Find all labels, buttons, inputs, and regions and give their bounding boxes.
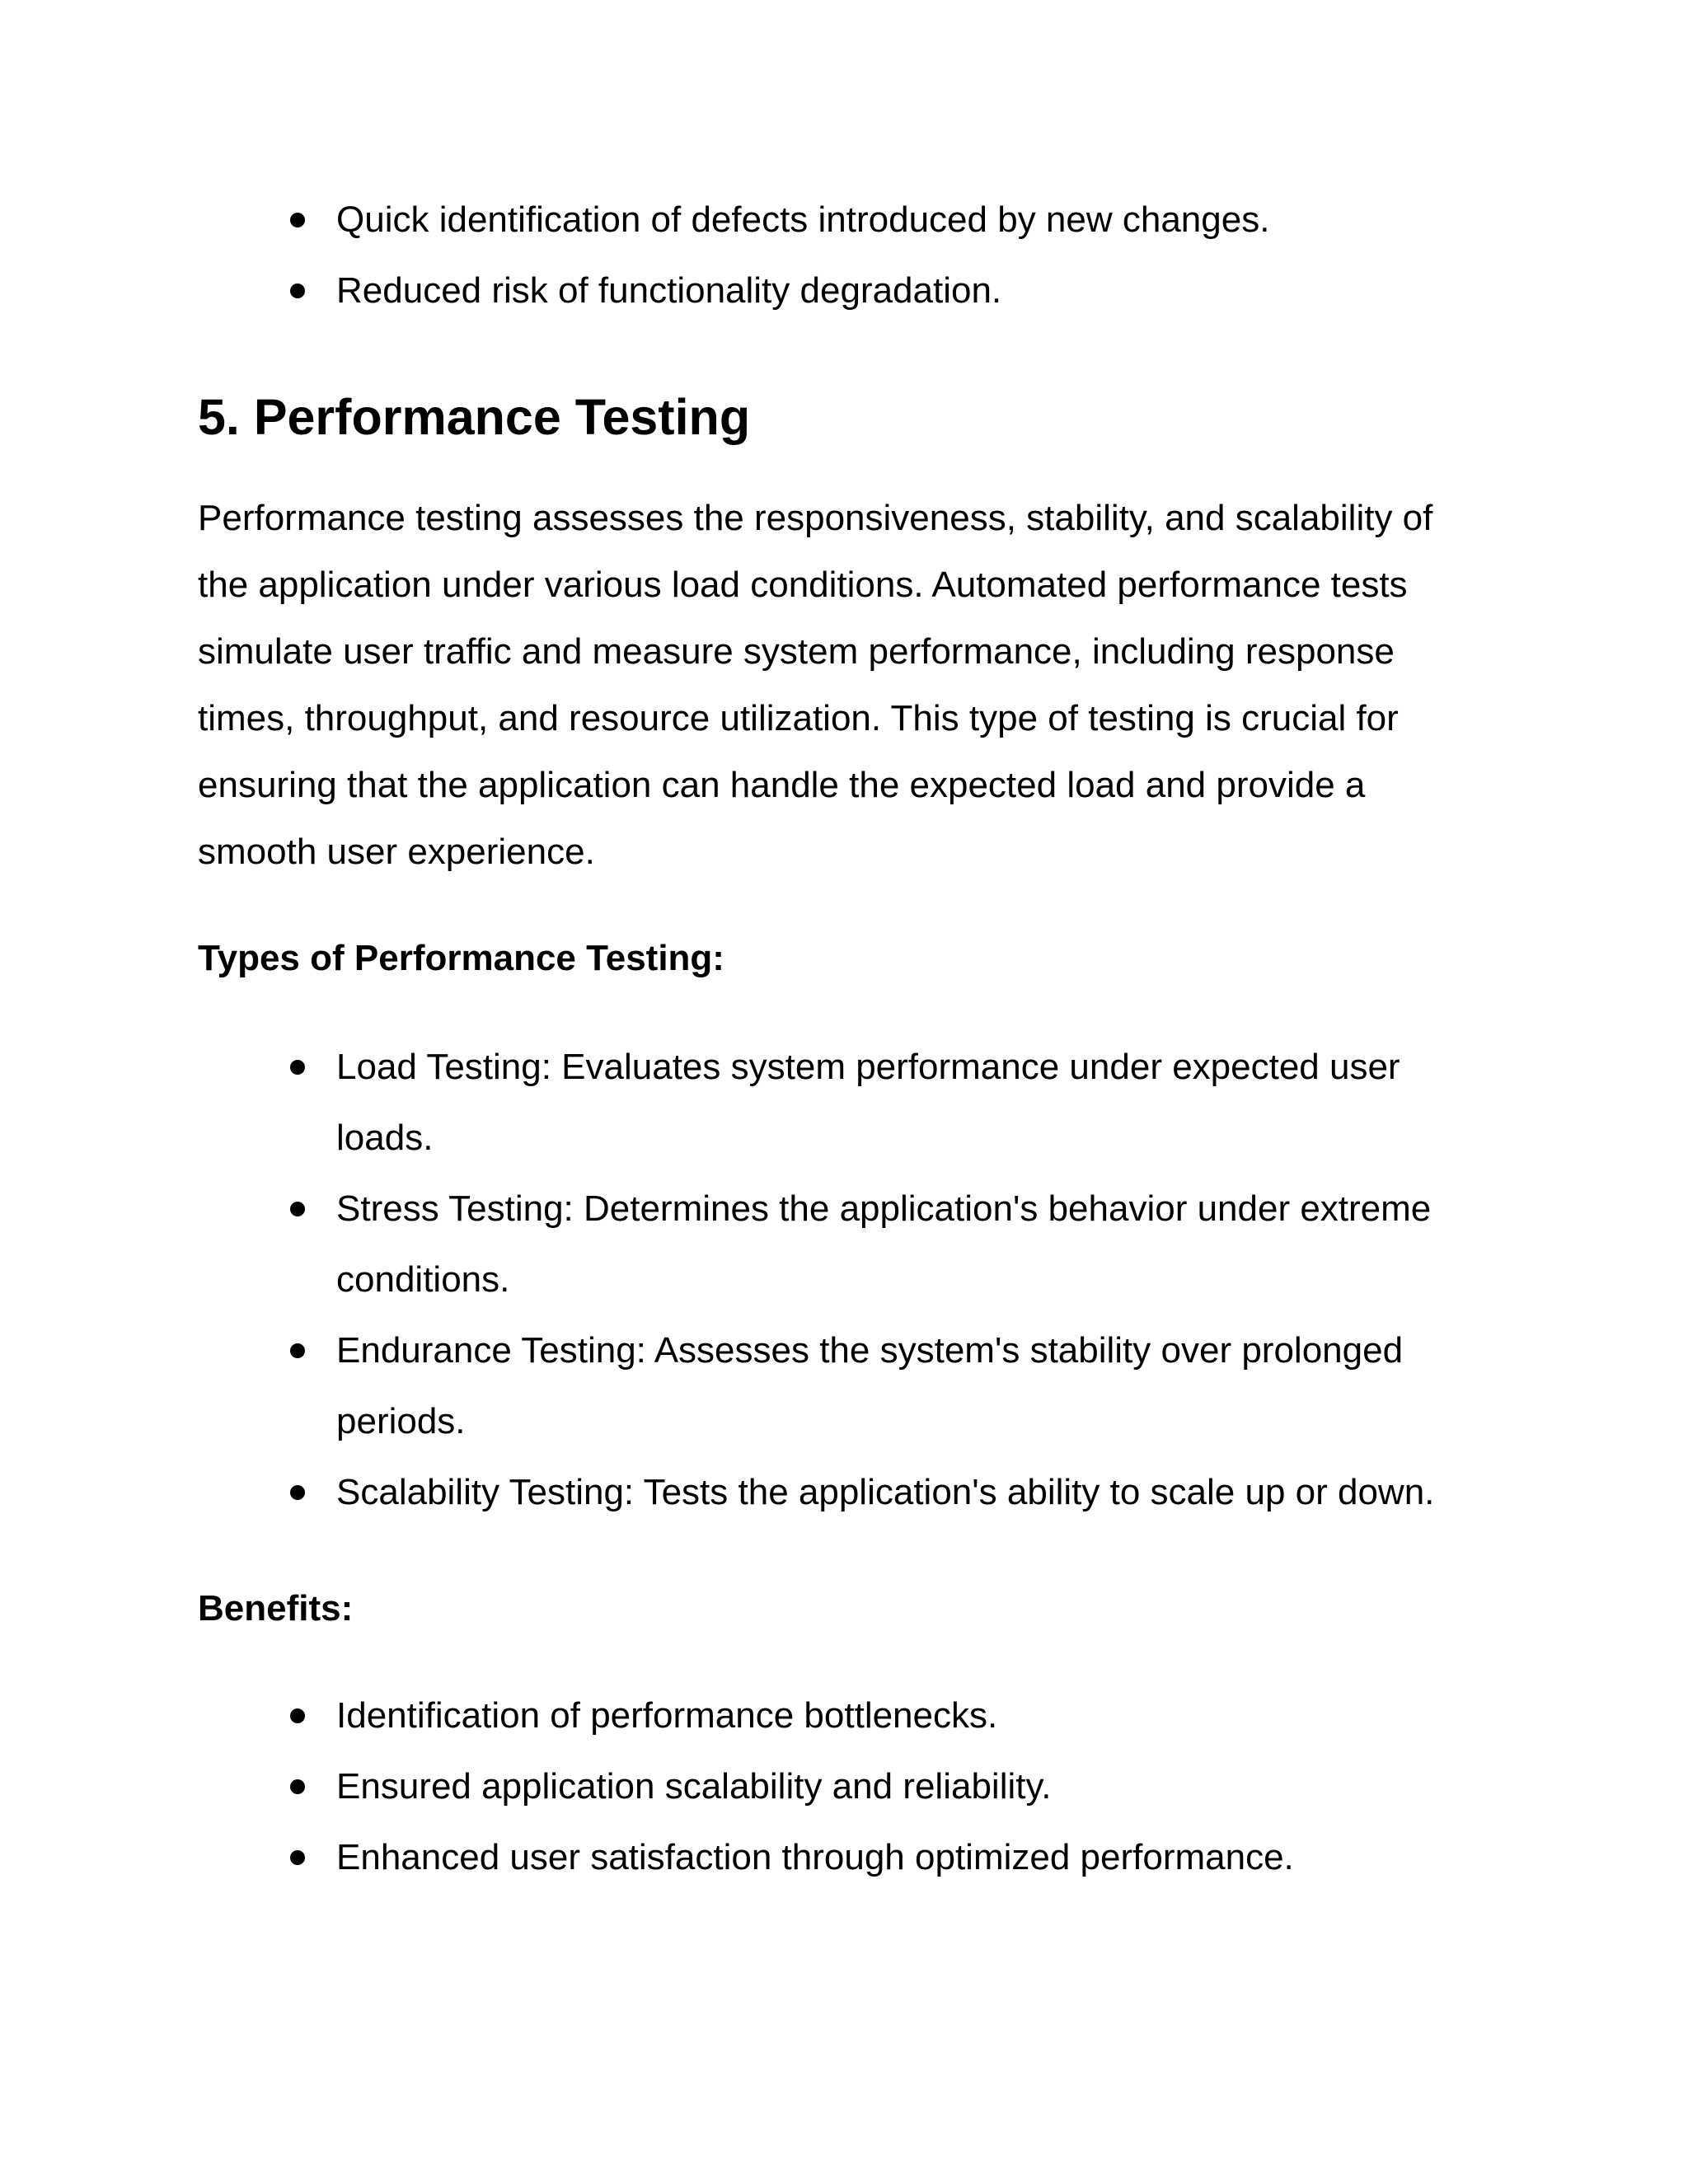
bullet-icon [290, 1850, 305, 1865]
types-heading: Types of Performance Testing: [198, 938, 724, 978]
list-item-text: Scalability Testing: Tests the application's ability to scale up or down. [336, 1472, 1435, 1512]
list-item-text: Quick identification of defects introduced by new changes. [336, 199, 1270, 240]
list-item [198, 1174, 1484, 1315]
bullet-icon [290, 1060, 305, 1075]
list-item [198, 255, 1484, 326]
types-bullet-list [198, 1032, 1484, 1528]
list-item [198, 1680, 1484, 1751]
intro-bullet-list [198, 185, 1484, 326]
bullet-icon [290, 1202, 305, 1216]
bullet-icon [290, 284, 305, 298]
list-item [198, 1032, 1484, 1174]
bullet-icon [290, 1779, 305, 1794]
list-item-text: Load Testing: Evaluates system performance under expected user loads. [336, 1047, 1400, 1158]
bullet-icon [290, 1708, 305, 1723]
list-item [198, 1822, 1484, 1893]
bullet-icon [290, 1343, 305, 1358]
list-item-text: Ensured application scalability and reliability. [336, 1766, 1052, 1807]
list-item-text: Stress Testing: Determines the application's behavior under extreme conditions. [336, 1188, 1432, 1300]
benefits-bullet-list [198, 1680, 1484, 1893]
bullet-icon [290, 213, 305, 227]
list-item-text: Enhanced user satisfaction through optimized performance. [336, 1837, 1294, 1877]
list-item-text: Reduced risk of functionality degradation. [336, 270, 1002, 311]
list-item-text: Endurance Testing: Assesses the system's stability over prolonged periods. [336, 1330, 1404, 1441]
list-item [198, 1751, 1484, 1822]
benefits-heading: Benefits: [198, 1588, 354, 1629]
list-item [198, 185, 1484, 255]
list-item-text: Identification of performance bottlenecks. [336, 1695, 998, 1736]
list-item [198, 1315, 1484, 1457]
section-paragraph: Performance testing assesses the responsiveness, stability, and scalability of the application under various load conditions. Automated performance tests simulate user traffic and measure system performance, including response times, throughput, and resource utilization. This type of testing is crucial for ensuring that the application can handle the expected load and provide a smooth user experience. [198, 498, 1433, 872]
list-item [198, 1457, 1484, 1528]
bullet-icon [290, 1485, 305, 1500]
section-title: 5. Performance Testing [198, 389, 751, 445]
